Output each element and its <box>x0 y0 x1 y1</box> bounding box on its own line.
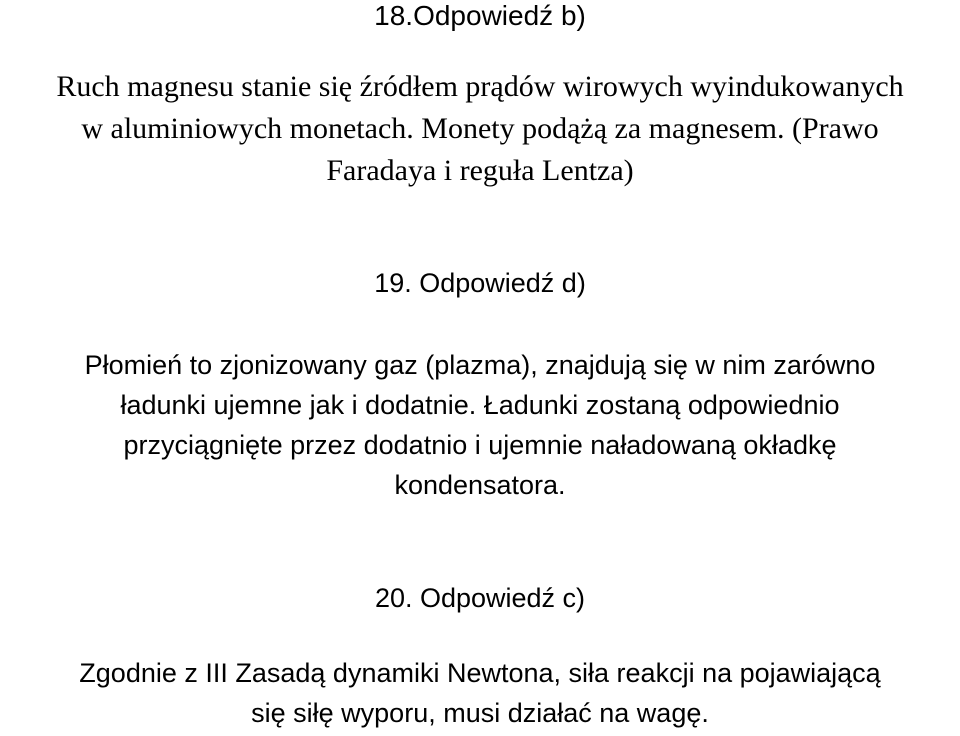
q19-heading: 19. Odpowiedź d) <box>374 268 586 298</box>
q18-line-2: w aluminiowych monetach. Monety podążą za magnesem. (Prawo <box>81 112 879 145</box>
q19-line-4: kondensatora. <box>394 470 566 500</box>
q19-line-3: przyciągnięte przez dodatnio i ujemnie naładowaną okładkę <box>123 430 837 460</box>
q20-line-2: się siłę wyporu, musi działać na wagę. <box>251 698 709 728</box>
q19-line-1: Płomień to zjonizowany gaz (plazma), znajdują się w nim zarówno <box>84 350 876 380</box>
q20-heading: 20. Odpowiedź c) <box>374 583 586 613</box>
q18-heading: 18.Odpowiedź b) <box>374 0 586 31</box>
q18-line-1: Ruch magnesu stanie się źródłem prądów wirowych wyindukowanych <box>56 70 904 103</box>
q19-line-2: ładunki ujemne jak i dodatnie. Ładunki zostaną odpowiednio <box>120 390 840 420</box>
q20-line-1: Zgodnie z III Zasadą dynamiki Newtona, siła reakcji na pojawiającą <box>79 658 881 688</box>
q18-line-3: Faradaya i reguła Lentza) <box>326 154 634 187</box>
